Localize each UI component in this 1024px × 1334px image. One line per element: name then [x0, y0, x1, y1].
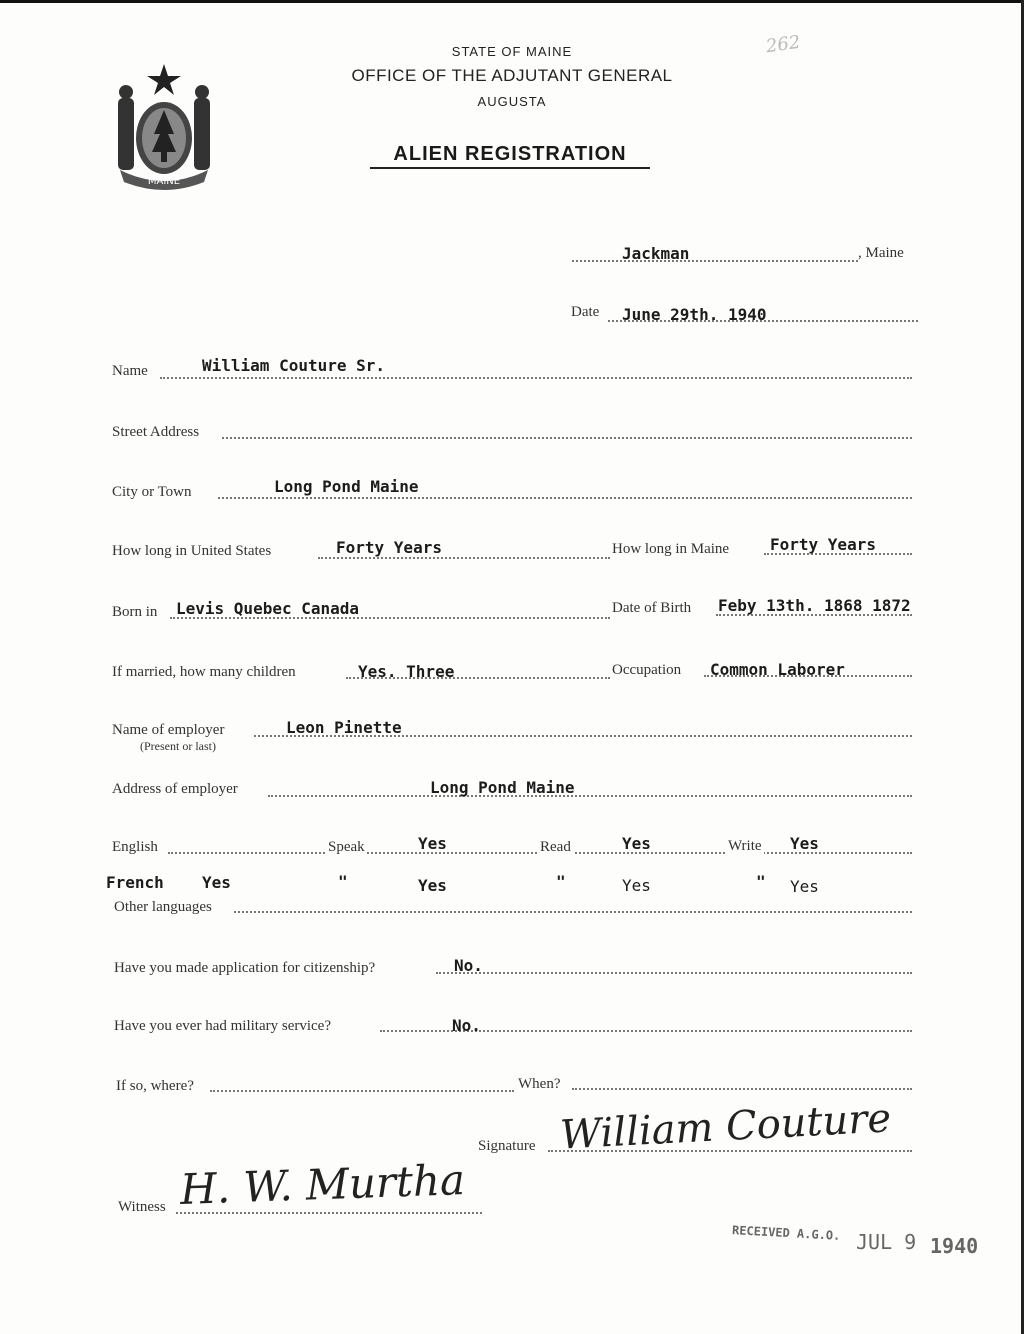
where-line — [210, 1090, 514, 1092]
ditto-mark-read: " — [556, 872, 566, 891]
top-border — [0, 0, 1024, 3]
state-seal-icon — [108, 60, 220, 190]
name-value: William Couture Sr. — [202, 356, 386, 375]
header-office: OFFICE OF THE ADJUTANT GENERAL — [351, 66, 673, 85]
maine-years-value: Forty Years — [770, 535, 876, 554]
occupation-label: Occupation — [612, 662, 682, 678]
citizenship-line — [436, 972, 912, 974]
children-value: Yes. Three — [358, 662, 455, 681]
ditto-mark-speak: " — [338, 872, 348, 891]
header-city: AUGUSTA — [477, 94, 547, 109]
military-value: No. — [452, 1016, 481, 1035]
title-underline — [370, 167, 650, 169]
born-value: Levis Quebec Canada — [176, 599, 360, 618]
other-language-name: French — [106, 873, 164, 892]
other-speak-value: Yes — [418, 876, 447, 895]
form-title: ALIEN REGISTRATION — [393, 143, 627, 165]
street-line — [222, 437, 912, 439]
employer-sublabel: (Present or last) — [140, 739, 216, 753]
name-label: Name — [112, 363, 148, 379]
when-label: When? — [518, 1076, 561, 1092]
signature-label: Signature — [478, 1138, 536, 1154]
date-label: Date — [571, 304, 600, 320]
dob-value: Feby 13th. 1868 1872 — [718, 596, 911, 615]
english-speak-value: Yes — [418, 834, 447, 853]
city-line — [218, 497, 912, 499]
english-read-value: Yes — [622, 834, 651, 853]
date-value: June 29th. 1940 — [622, 305, 767, 324]
place-suffix: , Maine — [858, 245, 904, 261]
maine-years-label: How long in Maine — [612, 541, 730, 557]
header-state: STATE OF MAINE — [451, 44, 573, 59]
employer-value: Leon Pinette — [286, 718, 402, 737]
other-write-value: Yes — [790, 877, 819, 896]
name-line — [160, 377, 912, 379]
street-label: Street Address — [112, 424, 200, 440]
write-label: Write — [728, 838, 762, 854]
born-label: Born in — [112, 604, 158, 620]
children-label: If married, how many children — [112, 664, 296, 680]
employer-label: Name of employer — [112, 722, 225, 738]
received-stamp: RECEIVED A.G.O. — [731, 1223, 841, 1243]
us-years-value: Forty Years — [336, 538, 442, 557]
other-read-value: Yes — [622, 876, 651, 895]
military-label: Have you ever had military service? — [114, 1018, 331, 1034]
signature-value: William Couture — [559, 1095, 893, 1159]
where-label: If so, where? — [116, 1078, 194, 1094]
us-years-line — [318, 557, 610, 559]
stamp-year: 1940 — [930, 1234, 979, 1258]
read-label: Read — [540, 839, 571, 855]
city-value: Long Pond Maine — [274, 477, 419, 496]
employer-address-value: Long Pond Maine — [430, 778, 575, 797]
occupation-value: Common Laborer — [710, 660, 845, 679]
other-languages-label: Other languages — [114, 899, 212, 915]
other-languages-line — [234, 911, 912, 913]
english-label: English — [112, 839, 158, 855]
employer-address-label: Address of employer — [112, 781, 238, 797]
citizenship-value: No. — [454, 956, 483, 975]
witness-label: Witness — [118, 1199, 166, 1215]
place-value: Jackman — [622, 244, 690, 263]
ditto-mark-write: " — [756, 872, 766, 891]
us-years-label: How long in United States — [112, 543, 272, 559]
witness-value: H. W. Murtha — [179, 1155, 466, 1214]
stamp-date: JUL 9 — [856, 1230, 917, 1254]
place-line — [572, 260, 858, 262]
other-language-yes: Yes — [202, 873, 231, 892]
corner-mark: 262 — [764, 31, 802, 58]
speak-label: Speak — [328, 839, 365, 855]
employer-address-line — [268, 795, 912, 797]
when-line — [572, 1088, 912, 1090]
citizenship-label: Have you made application for citizenship? — [114, 960, 376, 976]
city-label: City or Town — [112, 484, 192, 500]
dob-label: Date of Birth — [612, 600, 692, 616]
seal-text: MAINE — [147, 176, 181, 187]
english-write-value: Yes — [790, 834, 819, 853]
